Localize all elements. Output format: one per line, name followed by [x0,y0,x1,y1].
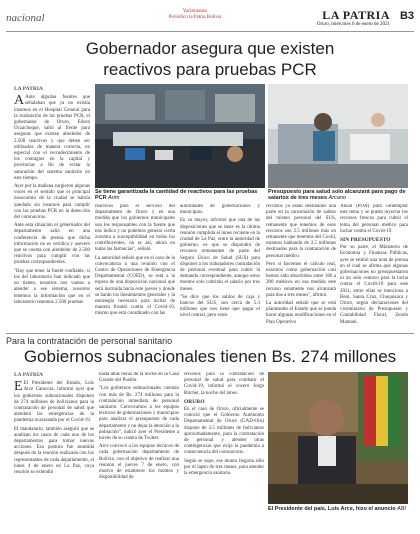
story2-kicker: Para la contratación de personal sanitario [6,336,173,346]
story1-kicker: LA PATRIA [14,86,43,92]
story2-photo-president [268,372,408,504]
story1-caption-1 [95,189,265,201]
story2-col3-p1: recursos para la contratación de personal de salud para combatir el Covid-19, informó el vocero Jorge Ritcher, la noche del lunes. [184,372,264,396]
story1-column-1 [14,86,90,330]
story1-col5-p2: Por su parte, el Ministerio de Economía y Finanzas Públicas, ayer se emitió una nota de prensa en el cual se afirma que algunas gobernaciones no presupuestaron ni un solo centavo para la lucha contra el Covid-19 para este 2021, entre ellas se menciona a Beni, Santa Cruz, Chuquisaca y Oruro, según declaraciones del viceministro de Presupuesto y Contabilidad Fiscal, Zenón Mamani. [340,245,408,325]
story2-column-1 [14,372,94,528]
story1-column-5 [340,204,408,330]
story1-col5-p1: Anual (POA) para contemplar este tema y se pueda inyectar los recursos frescos para cubrir el tema del personal médico para luchar contra el Covid-19. [340,204,408,234]
story2-subhead: ORURO [184,398,205,405]
story2-col1-p1: E El Presidente del Estado, Luis Arce Catacora, informó ayer que los gobiernos subnacionales disponen de 274 millones de bolivianos para la contratación de personal de salud que atenderá las emergencias de la pandemia ocasionada por el Covid-19. [14,379,94,424]
story2-column-3 [184,372,264,528]
caption2-credit: Arcano [328,195,346,201]
story1-col1-p2: Ayer por la mañana surgieron algunas voces en el sentido que el principal nosocomio de la ciudad se habría quedado sin insumos para cumplir con las pruebas PCR en la detección del coronavirus. [14,184,90,221]
story1-col3-p2: En su mayor, informó que una de las disposiciones que se tiene es la última reunión cumplida el lunes reciente en la ciudad de La Paz, entre la autoridad de gobierno, es que se dispondrá de recursos remanentes de parte del Seguro Único de Salud (SUS) para disponer a los trabajadores contratación de personal eventual para cubrir la demanda correspondiente, aunque estos montos solo cubrirán el salario por tres meses. [180,218,260,292]
header-center-line1: Yacimientos [182,9,208,14]
caption1-text: Se tiene garantizada la cantidad de reactivos para las pruebas PCR [95,189,258,201]
story1-col4-p3: La autoridad señaló que se está planteando el Estado que se pueda hacer algunas modificaciones en el Plan Operativo [266,301,336,325]
story2-col3-p3: Según se supo, ese monto llegaría sólo por el lapso de tres meses, para atender la emergencia sanitaria. [184,458,264,477]
story1-caption-2 [268,189,408,201]
header-rule [6,31,414,32]
drop-cap-2: E [14,379,23,395]
story-divider [6,333,414,334]
story2-col2-p2: "Los gobiernos subnacionales cuentan con más de Bs. 274 millones para la contratación inmediata de personal sanitario. Convocamos a los equipos técnicos de gobernaciones y municipios para analizar el presupuesto de cada departamento y no dejar la atención a la población", indicó ayer el Presidente a través de su cuenta de Twitter. [99,386,179,442]
story2-column-2 [99,372,179,528]
drop-cap: A [14,93,25,109]
story1-col1-p3: Ante esta situación el gobernador del departamento salió en una conferencia de prensa que dicha información no es verídica y asevero que se cuenta con alrededor de 2.500 reactivos para cumplir con las pruebas correspondientes. [14,223,90,266]
story1-subhead: SIN PRESUPUESTO [340,237,391,244]
story2-col1-p2: El mandatario, también aseguró que se analizan los casos de cada uno de los departamentos para tomar nuevas acciones. Esa postura fue asumida después de la reunión realizada con los representantes de cada departamento, el lunes 4 de enero en La Paz, cuya reunión se extendió [14,426,94,476]
header-center [150,9,240,21]
page-header [0,0,420,36]
story2-col2-p3: Arce convocó a los equipos técnicos de cada gobernación departamento de Bolivia, con el objetivo de realizar una reunión el jueves 7 de enero, con motivo de establecer los montos y disponibilidad de [99,444,179,481]
issue-date: Oruro, miércoles 6 de enero de 2021 [316,22,390,27]
story2-col3-p2: En el caso de Oruro, oficialmente se conoció que el Gobierno Autónomo Departamental de Oruro (GAD-Oru) dispone de 3.5 millones de bolivianos aproximadamente, para la contratación de personal y atender otras contingencias que exija la pandemia a consecuencia del coronavirus. [184,407,264,456]
lab-photo-image [95,84,265,188]
story1-headline: Gobernador asegura que existen reactivos para pruebas PCR [85,39,335,79]
page-number: B3 [399,10,414,22]
health-photo-image [268,84,408,188]
story2-caption [268,506,408,512]
story1-col2-p2: La autoridad señaló que en el caso de la convocatoria a una reunión con el Centro de Operaciones de Emergencia Departamental (COED), se está a la espera de una disposición nacional que será instruida hacia este jueves y donde se harán los lineamientos generales y la estrategia necesaria para luchar de manera frontal contra el Covid-19, mismo que está coordinado con las [95,255,175,317]
story1-photo-lab [95,84,265,188]
newspaper-brand: LA PATRIA [322,8,390,22]
story1-col3-p3: "Se dice que los saldos de caja y bancos del SUS, son cerca de 5.3 millones que nos tiene que pagar el nivel central, pero estos [180,294,260,319]
story1-col3-p1: autoridades de gobernaciones y municipios. [180,204,260,216]
story2-caption-text: El Presidente del país, Luis Arce, hizo el anuncio [268,506,396,512]
story1-col4-p1: recursos ya están destinados una parte en la cancelación de saldos del mismo personal del SUS, remanente que tenemos de esos recursos son 2.5 millones más un remanente que tenemos del Covid, estamos hablando de 3.5 millones destinados para la contratación de personal médico. [266,204,336,259]
section-name: nacional [6,12,45,24]
header-center-line2: Periódico la Patria Bolivia [168,15,222,20]
caption2-text: Presupuesto para salud solo alcanzará para pago de salarios de tres meses [268,189,406,201]
story1-col4-p2: Pero si hacemos el cálculo real, nosotros como gobernación casi hemos sido absorbidos entre 180 a 200 médicos en esa medida este recurso solamente nos alcanzará para dos a tres meses", afirmó. [266,261,336,298]
story2-byline: LA PATRIA [14,372,43,378]
story2-col2-p1: hasta altas horas de la noche en la Casa Grande del Pueblo. [99,372,179,384]
caption1-credit: Arim [108,195,120,201]
president-photo-image [268,372,408,504]
story1-column-3 [180,204,260,330]
story1-column-4 [266,204,336,330]
story1-col2-p1: reactivos para el servicio del departamento de Oruro y en una medida que los gobiernos municipales son los responsables con la fuente que nos indica y no podemos generar cierta zozobra a susceptibilidad en todos los contribuyentes, no es así, ahora en todas las farmacias", señaló. [95,204,175,253]
story1-col1-p1: A Ante alguitas fuentes que señalaban que ya no existía insumos en el Hospital General para la realización de las pruebas PCR, el gobernador de Oruro, Edson Oczachoque, salió al frente para asegurar que existen alrededor de 2.500 reactivos y que deben ser utilizados de manera correcta, en especial con el recrudecimiento de los contagios en la capital y provincias a fin de evitar la saturación del sistema sanitario en este tiempo. [14,93,90,181]
story1-col1-p4: "Hay que tener la fuerte confiable, si los del laboratorio han indicado que no tienen, nosotros nos vamos a atender a ese sistema, nosotros tenemos la información que en el laboratorio tenemos 2.500 pruebas [14,268,90,305]
story2-caption-credit: ABI [397,506,406,512]
story1-photo-health [268,84,408,188]
story1-column-2 [95,204,175,330]
story2-headline: Gobiernos subnacionales tienen Bs. 274 millones [23,347,397,366]
